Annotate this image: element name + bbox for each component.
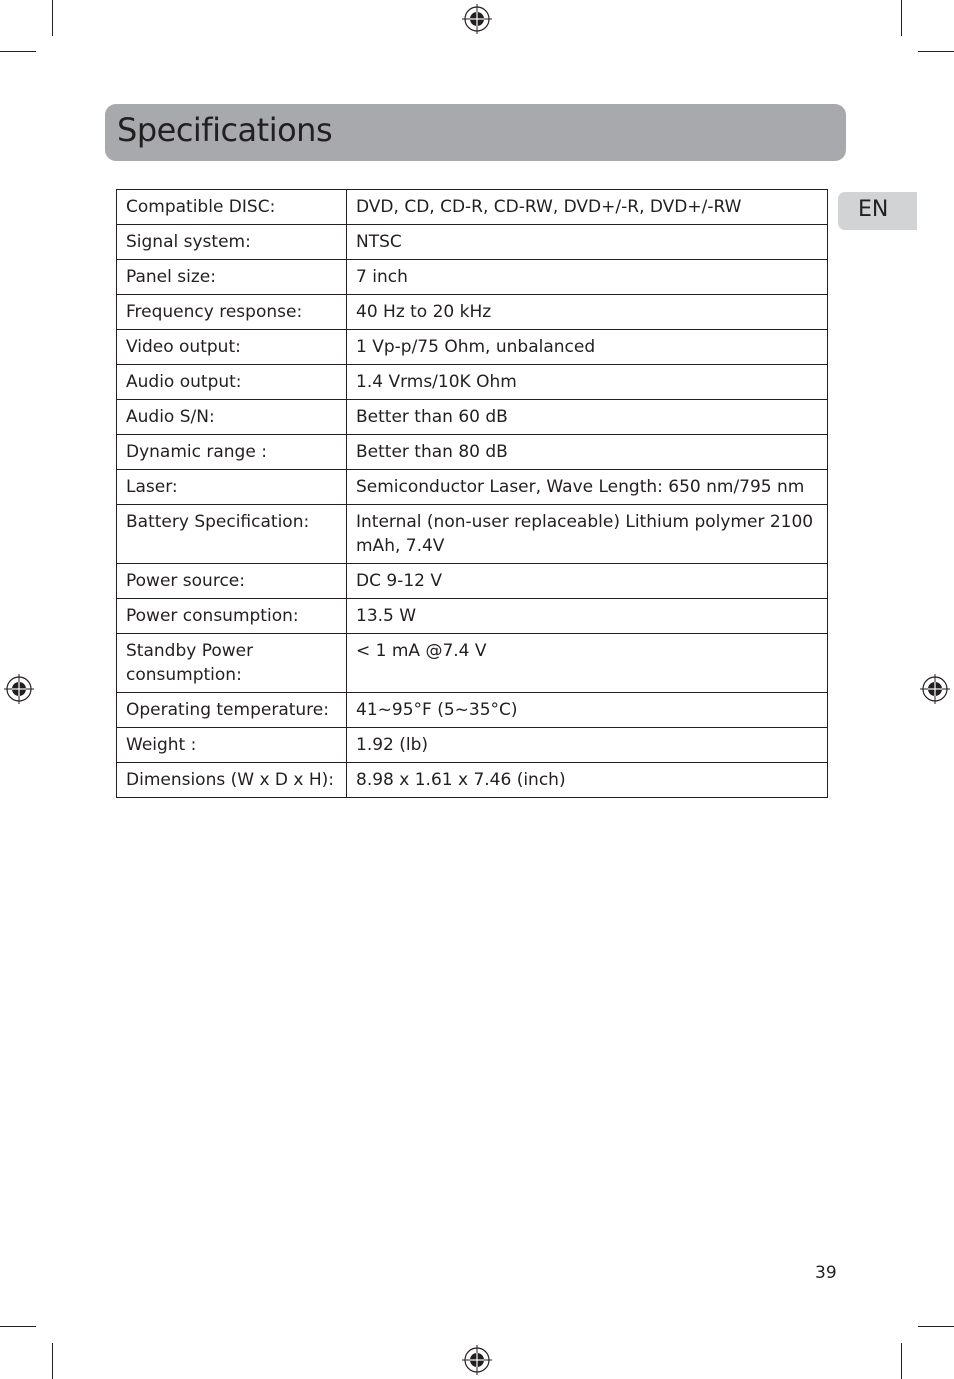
page-title: Specifications [117,111,333,149]
crop-mark-top-left-h [0,51,36,52]
table-row [117,599,828,634]
table-row [117,470,828,505]
spec-value: 13.5 W [347,599,828,634]
spec-value: < 1 mA @7.4 V [347,634,828,693]
spec-label: Dynamic range : [117,435,347,470]
spec-value: Internal (non-user replaceable) Lithium polymer 2100 mAh, 7.4V [347,505,828,564]
table-row [117,763,828,798]
spec-value: 40 Hz to 20 kHz [347,295,828,330]
table-row [117,365,828,400]
spec-value: DC 9-12 V [347,564,828,599]
spec-label: Power consumption: [117,599,347,634]
table-row [117,400,828,435]
crop-mark-bottom-left-h [0,1326,36,1327]
spec-label: Video output: [117,330,347,365]
table-row [117,260,828,295]
registration-mark-icon [4,674,34,704]
language-tab [838,192,917,230]
registration-mark-icon [462,4,492,34]
language-label: EN [858,197,889,222]
table-row [117,728,828,763]
spec-label: Frequency response: [117,295,347,330]
spec-label: Panel size: [117,260,347,295]
spec-label: Compatible DISC: [117,190,347,225]
table-row [117,435,828,470]
spec-label: Standby Power consumption: [117,634,347,693]
spec-label: Audio output: [117,365,347,400]
registration-mark-icon [462,1345,492,1375]
spec-value: Semiconductor Laser, Wave Length: 650 nm/795 nm [347,470,828,505]
spec-label: Audio S/N: [117,400,347,435]
spec-value: 41~95°F (5~35°C) [347,693,828,728]
spec-label: Operating temperature: [117,693,347,728]
spec-value: 1.92 (lb) [347,728,828,763]
spec-label: Battery Specification: [117,505,347,564]
spec-value: DVD, CD, CD-R, CD-RW, DVD+/-R, DVD+/-RW [347,190,828,225]
table-row [117,295,828,330]
table-row [117,225,828,260]
crop-mark-bottom-right-h [918,1326,954,1327]
spec-value: 8.98 x 1.61 x 7.46 (inch) [347,763,828,798]
table-row [117,190,828,225]
spec-label: Power source: [117,564,347,599]
spec-label: Laser: [117,470,347,505]
spec-label: Weight : [117,728,347,763]
table-row [117,330,828,365]
table-row [117,634,828,693]
crop-mark-top-right-v [901,0,902,36]
table-row [117,564,828,599]
registration-mark-icon [920,674,950,704]
spec-value: 1 Vp-p/75 Ohm, unbalanced [347,330,828,365]
crop-mark-top-right-h [918,51,954,52]
crop-mark-bottom-right-v [901,1343,902,1379]
crop-mark-top-left-v [52,0,53,36]
spec-label: Signal system: [117,225,347,260]
spec-label: Dimensions (W x D x H): [117,763,347,798]
spec-value: Better than 80 dB [347,435,828,470]
section-header-bar [105,104,846,161]
crop-mark-bottom-left-v [52,1343,53,1379]
table-row [117,693,828,728]
table-row [117,505,828,564]
page-number: 39 [815,1263,837,1283]
spec-value: 1.4 Vrms/10K Ohm [347,365,828,400]
spec-value: Better than 60 dB [347,400,828,435]
spec-value: 7 inch [347,260,828,295]
specifications-table [116,189,828,798]
spec-value: NTSC [347,225,828,260]
